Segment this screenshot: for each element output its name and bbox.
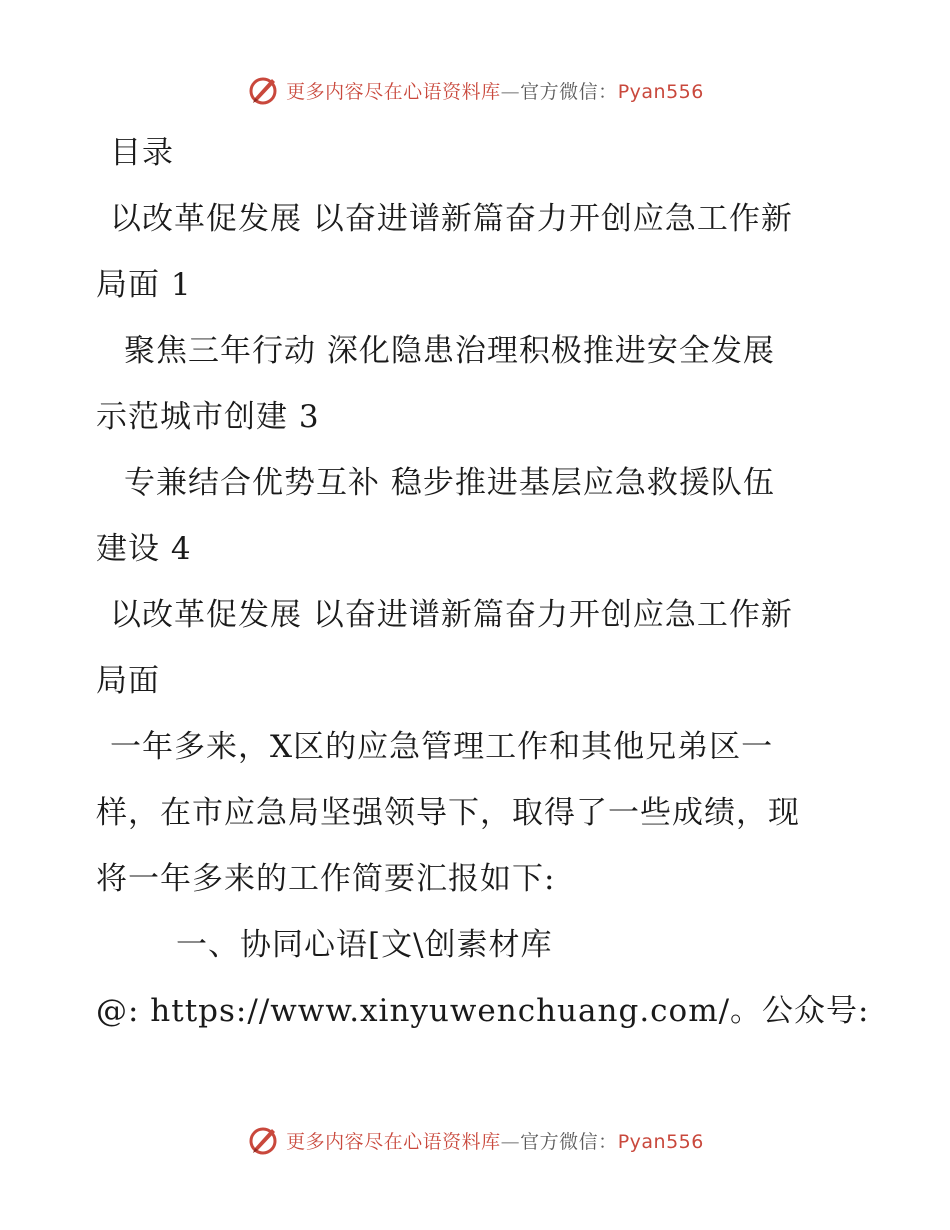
paragraph-line-3: 将一年多来的工作简要汇报如下: xyxy=(96,861,556,897)
toc-entry-1-line2: 局面 1 xyxy=(96,267,192,303)
toc-entry-2-line2: 示范城市创建 3 xyxy=(96,399,320,435)
article-title-line1: 以改革促发展 以奋进谱新篇奋力开创应急工作新 xyxy=(110,597,793,633)
document-body xyxy=(96,120,876,1044)
quill-logo-icon xyxy=(246,73,280,107)
toc-heading: 目录 xyxy=(110,135,174,171)
toc-entry-3-line1: 专兼结合优势互补 稳步推进基层应急救援队伍 xyxy=(124,465,775,501)
banner-text: 更多内容尽在心语资料库—官方微信：Pyan556 xyxy=(286,1130,704,1153)
banner-text: 更多内容尽在心语资料库—官方微信：Pyan556 xyxy=(286,80,704,103)
footer-banner xyxy=(0,1120,950,1160)
toc-entry-3-line2: 建设 4 xyxy=(96,531,192,567)
paragraph-line-2: 样，在市应急局坚强领导下，取得了一些成绩，现 xyxy=(96,795,800,831)
article-title-line2: 局面 xyxy=(96,663,160,699)
quill-logo-icon xyxy=(246,1123,280,1157)
paragraph-line-1: 一年多来，X区的应急管理工作和其他兄弟区一 xyxy=(110,729,774,765)
header-banner xyxy=(0,70,950,110)
url-line: @: https://www.xinyuwenchuang.com/。公众号: xyxy=(96,993,870,1029)
section-heading: 一、协同心语[文\创素材库 xyxy=(176,927,553,963)
toc-entry-1-line1: 以改革促发展 以奋进谱新篇奋力开创应急工作新 xyxy=(110,201,793,237)
toc-entry-2-line1: 聚焦三年行动 深化隐患治理积极推进安全发展 xyxy=(124,333,775,369)
